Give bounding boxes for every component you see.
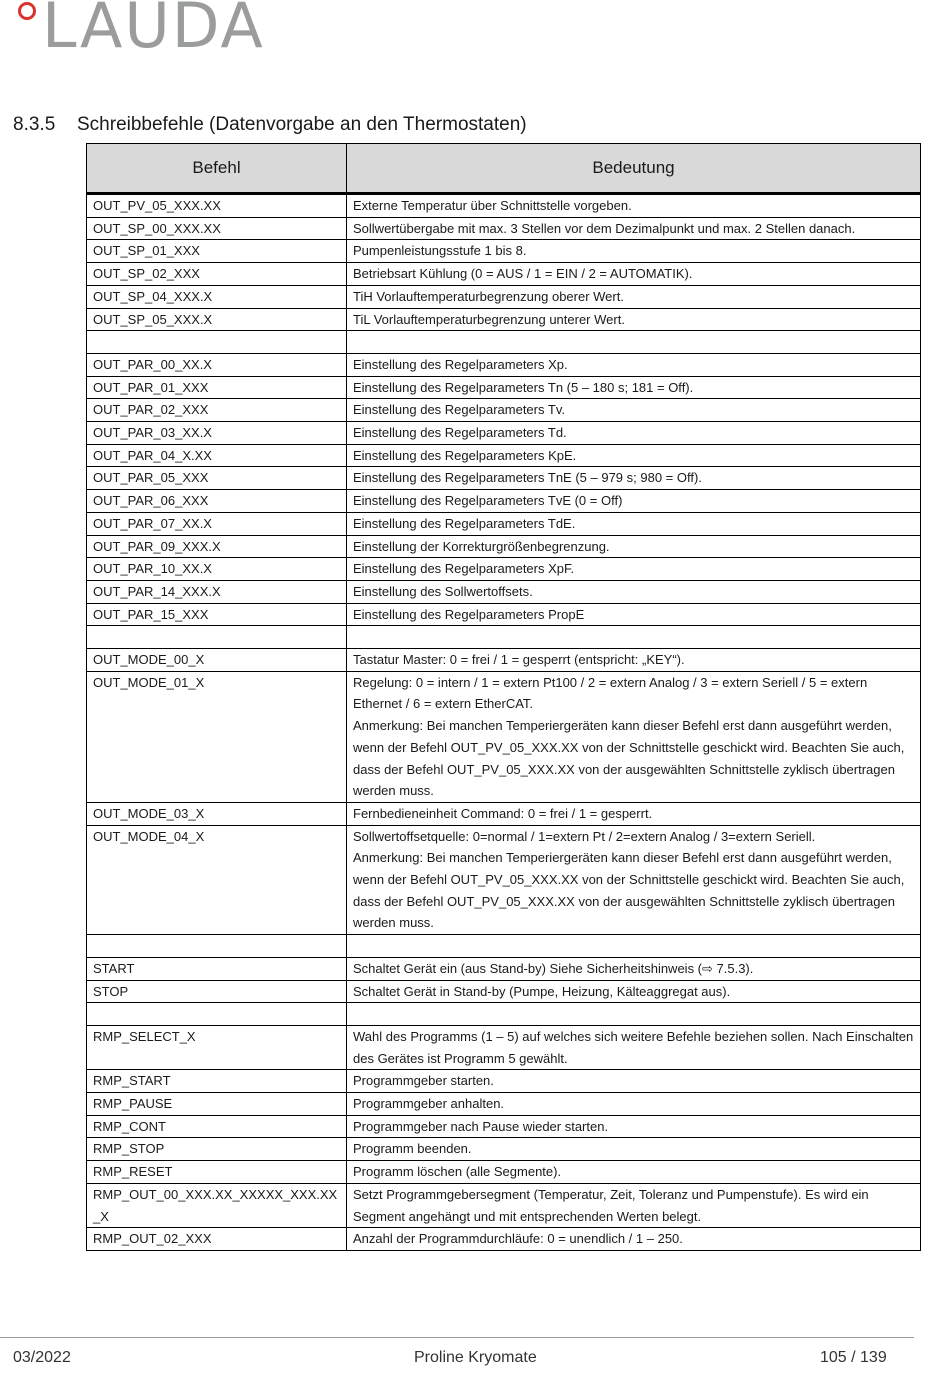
meaning-cell: Pumpenleistungsstufe 1 bis 8. — [347, 240, 921, 263]
command-cell: RMP_PAUSE — [87, 1093, 347, 1116]
command-cell: OUT_SP_02_XXX — [87, 263, 347, 286]
meaning-cell: Einstellung des Sollwertoffsets. — [347, 580, 921, 603]
command-cell: OUT_SP_05_XXX.X — [87, 308, 347, 331]
meaning-cell: Einstellung des Regelparameters PropE — [347, 603, 921, 626]
table-row — [87, 285, 921, 308]
section-title: Schreibbefehle (Datenvorgabe an den Thermostaten) — [77, 114, 527, 135]
table-row — [87, 467, 921, 490]
footer-date: 03/2022 — [13, 1349, 71, 1366]
meaning-cell: Schaltet Gerät in Stand-by (Pumpe, Heizung, Kälteaggregat aus). — [347, 980, 921, 1003]
meaning-cell: Einstellung des Regelparameters TvE (0 = Off) — [347, 490, 921, 513]
table-row — [87, 1093, 921, 1116]
meaning-cell: Einstellung des Regelparameters Tv. — [347, 399, 921, 422]
table-row — [87, 422, 921, 445]
meaning-cell — [347, 626, 921, 649]
table-row — [87, 535, 921, 558]
meaning-cell: Programmgeber starten. — [347, 1070, 921, 1093]
table-row — [87, 980, 921, 1003]
command-cell: STOP — [87, 980, 347, 1003]
meaning-cell — [347, 331, 921, 354]
command-cell: OUT_SP_00_XXX.XX — [87, 217, 347, 240]
table-row — [87, 512, 921, 535]
command-cell: RMP_START — [87, 1070, 347, 1093]
footer-page: 105 / 139 — [820, 1349, 887, 1366]
meaning-cell: TiH Vorlauftemperaturbegrenzung oberer Wert. — [347, 285, 921, 308]
meaning-cell: Wahl des Programms (1 – 5) auf welches sich weitere Befehle beziehen sollen. Nach Einschalten des Gerätes ist Programm 5 gewählt. — [347, 1025, 921, 1069]
table-row — [87, 331, 921, 354]
meaning-cell: Betriebsart Kühlung (0 = AUS / 1 = EIN / 2 = AUTOMATIK). — [347, 263, 921, 286]
meaning-cell: Einstellung des Regelparameters TdE. — [347, 512, 921, 535]
table-row — [87, 444, 921, 467]
table-row — [87, 240, 921, 263]
command-cell: OUT_SP_01_XXX — [87, 240, 347, 263]
command-cell: RMP_OUT_00_XXX.XX_XXXXX_XXX.XX_X — [87, 1183, 347, 1227]
command-cell: OUT_PAR_06_XXX — [87, 490, 347, 513]
command-table — [86, 143, 921, 1251]
header-bedeutung: Bedeutung — [347, 144, 921, 194]
command-cell: OUT_PAR_10_XX.X — [87, 558, 347, 581]
meaning-cell: Setzt Programmgebersegment (Temperatur, Zeit, Toleranz und Pumpenstufe). Es wird ein Segment angehängt und mit entsprechenden Werten belegt. — [347, 1183, 921, 1227]
meaning-cell: Fernbedieneinheit Command: 0 = frei / 1 = gesperrt. — [347, 802, 921, 825]
footer-product: Proline Kryomate — [414, 1349, 537, 1366]
table-row — [87, 802, 921, 825]
table-row — [87, 217, 921, 240]
meaning-cell: Schaltet Gerät ein (aus Stand-by) Siehe Sicherheitshinweis (⇨ 7.5.3). — [347, 957, 921, 980]
table-header-row — [87, 144, 921, 194]
command-cell: OUT_PAR_04_X.XX — [87, 444, 347, 467]
meaning-cell: Regelung: 0 = intern / 1 = extern Pt100 / 2 = extern Analog / 3 = extern Seriell / 5 = extern Ethernet / 6 = extern EtherCAT. Anmerkung: Bei manchen Temperiergeräten kann dieser Befehl erst dann ausgeführt werden, wenn der Befehl OUT_PV_05_XXX.XX von der Schnittstelle geschickt wird. Beachten Sie auch, dass der Befehl OUT_PV_05_XXX.XX von der ausgewählten Schnittstelle zyklisch übertragen werden muss. — [347, 671, 921, 802]
section-heading — [13, 112, 527, 138]
command-cell: OUT_SP_04_XXX.X — [87, 285, 347, 308]
table-row — [87, 580, 921, 603]
meaning-cell: Einstellung des Regelparameters KpE. — [347, 444, 921, 467]
meaning-cell: Einstellung des Regelparameters TnE (5 – 979 s; 980 = Off). — [347, 467, 921, 490]
command-cell: OUT_PAR_09_XXX.X — [87, 535, 347, 558]
meaning-cell: Tastatur Master: 0 = frei / 1 = gesperrt (entspricht: „KEY“). — [347, 649, 921, 672]
meaning-cell: Einstellung des Regelparameters Xp. — [347, 353, 921, 376]
command-cell: OUT_PAR_01_XXX — [87, 376, 347, 399]
meaning-cell: Programmgeber anhalten. — [347, 1093, 921, 1116]
meaning-cell: Einstellung der Korrekturgrößenbegrenzung. — [347, 535, 921, 558]
table-row — [87, 1228, 921, 1251]
command-cell: OUT_PAR_05_XXX — [87, 467, 347, 490]
command-cell: RMP_STOP — [87, 1138, 347, 1161]
meaning-cell: Einstellung des Regelparameters Td. — [347, 422, 921, 445]
header-befehl: Befehl — [87, 144, 347, 194]
meaning-cell: Sollwertoffsetquelle: 0=normal / 1=extern Pt / 2=extern Analog / 3=extern Seriell. Anmerkung: Bei manchen Temperiergeräten kann dieser Befehl erst dann ausgeführt werden, wenn der Befehl OUT_PV_05_XXX.XX von der Schnittstelle geschickt wird. Beachten Sie auch, dass der Befehl OUT_PV_05_XXX.XX von der ausgewählten Schnittstelle zyklisch übertragen werden muss. — [347, 825, 921, 935]
table-row — [87, 649, 921, 672]
meaning-cell — [347, 1003, 921, 1026]
table-row — [87, 558, 921, 581]
table-row — [87, 308, 921, 331]
table-row — [87, 957, 921, 980]
footer-divider — [0, 1337, 914, 1338]
meaning-cell: Programm löschen (alle Segmente). — [347, 1161, 921, 1184]
meaning-cell: Externe Temperatur über Schnittstelle vorgeben. — [347, 194, 921, 218]
command-cell: OUT_PAR_00_XX.X — [87, 353, 347, 376]
meaning-cell — [347, 935, 921, 958]
command-cell — [87, 1003, 347, 1026]
logo-text: LAUDA — [42, 0, 265, 62]
command-cell: OUT_PAR_14_XXX.X — [87, 580, 347, 603]
logo-ring-icon — [18, 2, 36, 20]
meaning-cell: Programmgeber nach Pause wieder starten. — [347, 1115, 921, 1138]
command-cell: OUT_PAR_03_XX.X — [87, 422, 347, 445]
command-cell: OUT_PAR_02_XXX — [87, 399, 347, 422]
command-cell: OUT_PV_05_XXX.XX — [87, 194, 347, 218]
command-cell: START — [87, 957, 347, 980]
command-cell: OUT_PAR_15_XXX — [87, 603, 347, 626]
table-row — [87, 376, 921, 399]
table-row — [87, 935, 921, 958]
section-number: 8.3.5 — [13, 114, 56, 135]
command-cell: RMP_OUT_02_XXX — [87, 1228, 347, 1251]
command-cell — [87, 935, 347, 958]
command-cell: RMP_RESET — [87, 1161, 347, 1184]
table-row — [87, 263, 921, 286]
meaning-cell: Anzahl der Programmdurchläufe: 0 = unendlich / 1 – 250. — [347, 1228, 921, 1251]
table-row — [87, 1161, 921, 1184]
meaning-cell: Einstellung des Regelparameters Tn (5 – 180 s; 181 = Off). — [347, 376, 921, 399]
table-row — [87, 671, 921, 802]
command-cell: OUT_MODE_01_X — [87, 671, 347, 802]
table-row — [87, 1183, 921, 1227]
meaning-cell: Sollwertübergabe mit max. 3 Stellen vor dem Dezimalpunkt und max. 2 Stellen danach. — [347, 217, 921, 240]
command-cell — [87, 331, 347, 354]
command-cell: OUT_MODE_04_X — [87, 825, 347, 935]
table-row — [87, 1003, 921, 1026]
meaning-cell: Einstellung des Regelparameters XpF. — [347, 558, 921, 581]
table-row — [87, 1070, 921, 1093]
table-row — [87, 1138, 921, 1161]
meaning-cell: TiL Vorlauftemperaturbegrenzung unterer Wert. — [347, 308, 921, 331]
table-row — [87, 825, 921, 935]
command-cell: OUT_MODE_03_X — [87, 802, 347, 825]
table-row — [87, 490, 921, 513]
table-row — [87, 194, 921, 218]
table-row — [87, 353, 921, 376]
command-cell: RMP_CONT — [87, 1115, 347, 1138]
table-row — [87, 1025, 921, 1069]
command-cell: RMP_SELECT_X — [87, 1025, 347, 1069]
table-row — [87, 399, 921, 422]
command-cell: OUT_PAR_07_XX.X — [87, 512, 347, 535]
meaning-cell: Programm beenden. — [347, 1138, 921, 1161]
table-row — [87, 603, 921, 626]
command-cell — [87, 626, 347, 649]
command-cell: OUT_MODE_00_X — [87, 649, 347, 672]
table-row — [87, 626, 921, 649]
table-row — [87, 1115, 921, 1138]
